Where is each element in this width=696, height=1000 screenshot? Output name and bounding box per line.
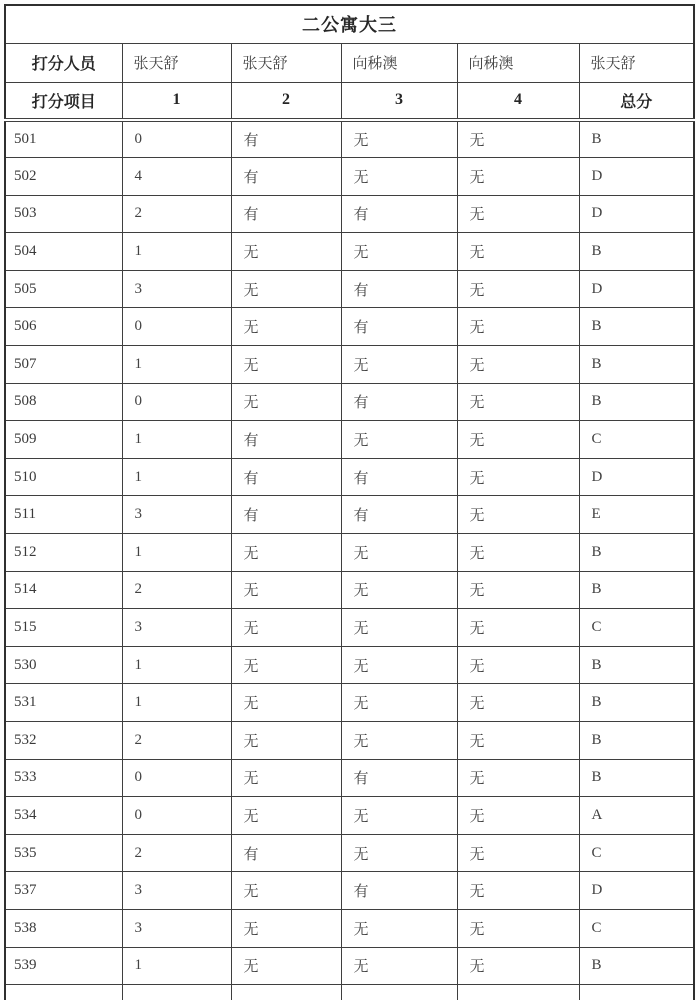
- score-cell: 无: [231, 759, 341, 797]
- score-cell: 有: [341, 270, 457, 308]
- score-cell: 0: [122, 759, 231, 797]
- table-row: [5, 909, 694, 947]
- score-cell: 无: [231, 646, 341, 684]
- room-cell: 514: [5, 571, 122, 609]
- room-cell: 533: [5, 759, 122, 797]
- room-cell: 530: [5, 646, 122, 684]
- score-cell: 有: [231, 421, 341, 459]
- table-row: [5, 797, 694, 835]
- table-row: [5, 834, 694, 872]
- item-column-header: 2: [231, 82, 341, 120]
- score-cell: 无: [341, 684, 457, 722]
- title-row: [5, 5, 694, 43]
- score-cell: D: [579, 158, 694, 196]
- table-body: [5, 5, 694, 1000]
- score-cell: 无: [231, 233, 341, 271]
- score-cell: 有: [341, 496, 457, 534]
- item-column-header: 4: [457, 82, 579, 120]
- score-cell: 无: [457, 346, 579, 384]
- room-cell: 505: [5, 270, 122, 308]
- score-table: [4, 4, 695, 1000]
- room-cell: 512: [5, 534, 122, 572]
- score-cell: 2: [122, 834, 231, 872]
- score-cell: 有: [231, 458, 341, 496]
- score-cell: 无: [231, 534, 341, 572]
- score-cell: 无: [231, 797, 341, 835]
- score-cell: 3: [122, 872, 231, 910]
- score-cell: 无: [457, 872, 579, 910]
- score-cell: 有: [341, 195, 457, 233]
- table-row: [5, 458, 694, 496]
- score-cell: 无: [457, 684, 579, 722]
- score-cell: 1: [122, 233, 231, 271]
- score-cell: 0: [122, 120, 231, 158]
- score-cell: 0: [122, 308, 231, 346]
- score-cell: 无: [457, 947, 579, 985]
- score-cell: 无: [341, 797, 457, 835]
- score-cell: E: [579, 496, 694, 534]
- score-cell: 无: [457, 571, 579, 609]
- score-cell: 无: [457, 909, 579, 947]
- score-cell: 1: [122, 458, 231, 496]
- score-cell: 无: [341, 158, 457, 196]
- score-cell: [122, 985, 231, 1000]
- score-cell: 无: [341, 947, 457, 985]
- score-cell: 无: [231, 872, 341, 910]
- score-cell: C: [579, 609, 694, 647]
- score-cell: 无: [457, 609, 579, 647]
- score-cell: 无: [341, 909, 457, 947]
- room-cell: 535: [5, 834, 122, 872]
- score-cell: [579, 985, 694, 1000]
- room-cell: 504: [5, 233, 122, 271]
- score-cell: 2: [122, 722, 231, 760]
- table-row: [5, 195, 694, 233]
- score-cell: 有: [231, 158, 341, 196]
- score-cell: 无: [457, 759, 579, 797]
- header-row-graders: [5, 43, 694, 82]
- score-cell: 无: [457, 797, 579, 835]
- room-cell: 501: [5, 120, 122, 158]
- score-cell: 无: [341, 421, 457, 459]
- score-cell: [457, 985, 579, 1000]
- score-cell: 1: [122, 421, 231, 459]
- score-cell: B: [579, 722, 694, 760]
- table-row: [5, 346, 694, 384]
- score-cell: B: [579, 684, 694, 722]
- score-cell: 无: [341, 233, 457, 271]
- score-cell: 无: [341, 609, 457, 647]
- table-row: [5, 571, 694, 609]
- header-row-items: [5, 82, 694, 120]
- score-cell: 无: [457, 383, 579, 421]
- header-label-items: 打分项目: [5, 82, 122, 120]
- score-cell: 无: [457, 195, 579, 233]
- table-row: [5, 158, 694, 196]
- score-cell: 无: [457, 270, 579, 308]
- score-cell: 4: [122, 158, 231, 196]
- score-cell: D: [579, 270, 694, 308]
- score-cell: 0: [122, 797, 231, 835]
- table-row: [5, 496, 694, 534]
- score-cell: B: [579, 534, 694, 572]
- score-cell: B: [579, 646, 694, 684]
- score-cell: 无: [231, 947, 341, 985]
- score-cell: 有: [231, 195, 341, 233]
- grader-cell: 向秭澳: [457, 43, 579, 82]
- score-cell: 无: [231, 308, 341, 346]
- score-cell: 无: [341, 120, 457, 158]
- score-cell: 无: [457, 534, 579, 572]
- score-cell: 1: [122, 684, 231, 722]
- score-cell: B: [579, 120, 694, 158]
- room-cell: 534: [5, 797, 122, 835]
- score-cell: 无: [341, 834, 457, 872]
- room-cell: 537: [5, 872, 122, 910]
- grader-cell: 向秭澳: [341, 43, 457, 82]
- room-cell: 538: [5, 909, 122, 947]
- score-cell: 无: [341, 346, 457, 384]
- score-cell: 无: [457, 722, 579, 760]
- header-label-graders: 打分人员: [5, 43, 122, 82]
- score-cell: C: [579, 909, 694, 947]
- score-cell: 无: [231, 909, 341, 947]
- score-cell: 1: [122, 947, 231, 985]
- score-cell: 无: [231, 684, 341, 722]
- score-cell: 3: [122, 909, 231, 947]
- score-cell: D: [579, 195, 694, 233]
- score-cell: 有: [341, 308, 457, 346]
- score-cell: 0: [122, 383, 231, 421]
- score-cell: 无: [457, 233, 579, 271]
- score-cell: B: [579, 759, 694, 797]
- score-cell: B: [579, 947, 694, 985]
- room-cell: 506: [5, 308, 122, 346]
- table-row: [5, 646, 694, 684]
- score-cell: 3: [122, 609, 231, 647]
- table-row: [5, 872, 694, 910]
- score-cell: 无: [457, 308, 579, 346]
- table-row: [5, 759, 694, 797]
- item-column-header: 总分: [579, 82, 694, 120]
- score-cell: 无: [341, 571, 457, 609]
- table-row: [5, 421, 694, 459]
- clipped-bottom-row: [5, 985, 694, 1000]
- score-cell: C: [579, 421, 694, 459]
- score-cell: 无: [231, 722, 341, 760]
- score-cell: 有: [231, 120, 341, 158]
- score-cell: 有: [341, 383, 457, 421]
- item-column-header: 3: [341, 82, 457, 120]
- score-cell: 无: [341, 534, 457, 572]
- score-cell: 无: [231, 383, 341, 421]
- score-cell: 无: [231, 346, 341, 384]
- score-cell: 有: [341, 458, 457, 496]
- table-row: [5, 383, 694, 421]
- score-cell: 1: [122, 346, 231, 384]
- page-title: 二公寓大三: [5, 5, 694, 43]
- score-cell: 无: [457, 496, 579, 534]
- room-cell: 511: [5, 496, 122, 534]
- table-row: [5, 270, 694, 308]
- score-cell: 有: [231, 496, 341, 534]
- table-row: [5, 684, 694, 722]
- score-cell: 无: [457, 120, 579, 158]
- score-cell: 无: [457, 646, 579, 684]
- score-cell: B: [579, 346, 694, 384]
- score-cell: A: [579, 797, 694, 835]
- room-cell: 510: [5, 458, 122, 496]
- room-cell: 503: [5, 195, 122, 233]
- score-cell: B: [579, 308, 694, 346]
- score-cell: B: [579, 383, 694, 421]
- score-cell: 无: [457, 421, 579, 459]
- grader-cell: 张天舒: [122, 43, 231, 82]
- room-cell: 515: [5, 609, 122, 647]
- room-cell: 507: [5, 346, 122, 384]
- room-cell: 539: [5, 947, 122, 985]
- room-cell: 532: [5, 722, 122, 760]
- score-cell: 无: [457, 458, 579, 496]
- score-cell: 无: [231, 609, 341, 647]
- score-cell: 无: [231, 270, 341, 308]
- room-cell: 508: [5, 383, 122, 421]
- score-cell: B: [579, 233, 694, 271]
- table-row: [5, 233, 694, 271]
- score-cell: 无: [341, 722, 457, 760]
- score-cell: 1: [122, 646, 231, 684]
- table-row: [5, 308, 694, 346]
- score-cell: D: [579, 458, 694, 496]
- score-cell: 3: [122, 270, 231, 308]
- score-cell: 2: [122, 571, 231, 609]
- score-cell: D: [579, 872, 694, 910]
- score-cell: 无: [231, 571, 341, 609]
- table-row: [5, 609, 694, 647]
- room-cell: 509: [5, 421, 122, 459]
- score-cell: 无: [341, 646, 457, 684]
- room-cell: 531: [5, 684, 122, 722]
- table-row: [5, 722, 694, 760]
- room-cell: [5, 985, 122, 1000]
- room-cell: 502: [5, 158, 122, 196]
- score-cell: 有: [341, 759, 457, 797]
- score-cell: 无: [457, 834, 579, 872]
- grader-cell: 张天舒: [231, 43, 341, 82]
- score-cell: 3: [122, 496, 231, 534]
- score-cell: 2: [122, 195, 231, 233]
- score-cell: 有: [231, 834, 341, 872]
- score-cell: 1: [122, 534, 231, 572]
- item-column-header: 1: [122, 82, 231, 120]
- table-row: [5, 534, 694, 572]
- score-cell: B: [579, 571, 694, 609]
- table-row: [5, 120, 694, 158]
- score-cell: C: [579, 834, 694, 872]
- score-cell: 有: [341, 872, 457, 910]
- grader-cell: 张天舒: [579, 43, 694, 82]
- score-cell: [341, 985, 457, 1000]
- score-cell: 无: [457, 158, 579, 196]
- score-cell: [231, 985, 341, 1000]
- table-row: [5, 947, 694, 985]
